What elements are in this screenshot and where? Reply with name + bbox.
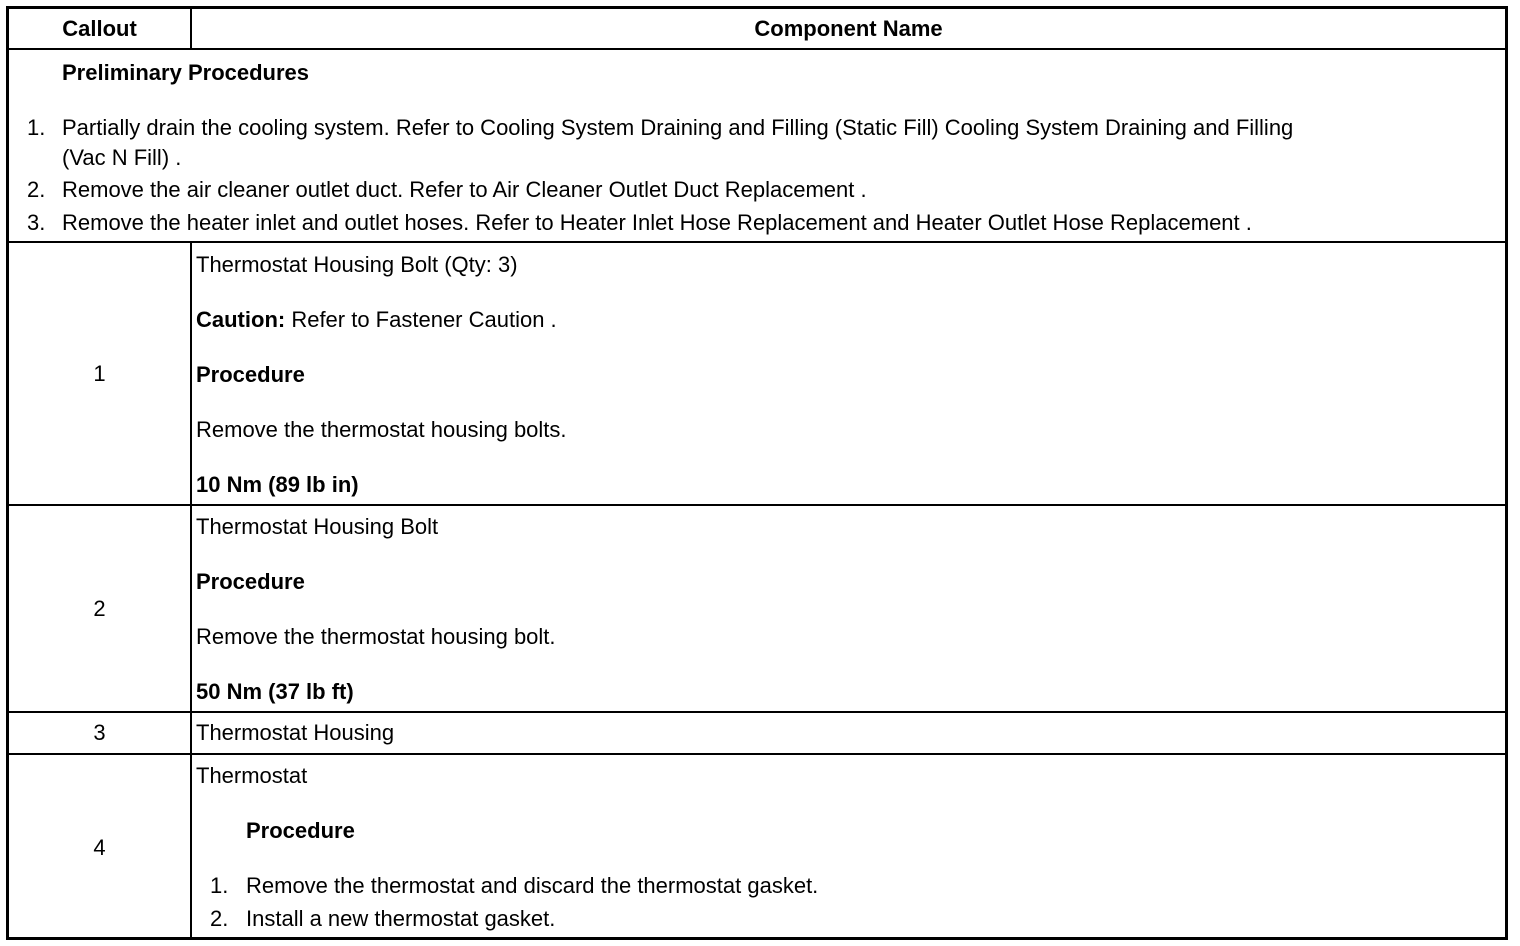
caution-text: Refer to Fastener Caution .	[285, 307, 557, 332]
caution-label: Caution:	[196, 307, 286, 332]
preliminary-title: Preliminary Procedures	[62, 60, 310, 85]
component-name: Thermostat	[196, 763, 308, 788]
preliminary-step-text: Remove the air cleaner outlet duct. Refer to Air Cleaner Outlet Duct Replacement .	[62, 177, 867, 202]
procedure-label: Procedure	[246, 818, 355, 843]
procedure-label: Procedure	[196, 569, 305, 594]
preliminary-step-text: Remove the heater inlet and outlet hoses. Refer to Heater Inlet Hose Replacement and Heater Outlet Hose Replacement .	[62, 210, 1252, 235]
procedure-text: Remove the thermostat housing bolts.	[196, 417, 567, 442]
procedure-step-number: 2.	[210, 906, 229, 931]
table-row	[9, 713, 1505, 753]
component-name: Thermostat Housing Bolt (Qty: 3)	[196, 252, 518, 277]
table-row	[9, 506, 1505, 712]
torque-spec: 10 Nm (89 lb in)	[196, 472, 359, 497]
procedure-text: Remove the thermostat housing bolt.	[196, 624, 556, 649]
component-name: Thermostat Housing Bolt	[196, 514, 439, 539]
procedure-step-number: 1.	[210, 873, 229, 898]
procedure-step-text: Remove the thermostat and discard the thermostat gasket.	[246, 873, 819, 898]
preliminary-procedures-row	[9, 50, 1505, 242]
callout-number: 2	[93, 596, 106, 621]
table-row	[9, 755, 1505, 940]
preliminary-step-text-continued: (Vac N Fill) .	[62, 145, 182, 170]
header-component-name: Component Name	[754, 16, 943, 41]
table-header-row	[9, 9, 1505, 49]
procedure-label: Procedure	[196, 362, 305, 387]
component-name: Thermostat Housing	[196, 720, 395, 745]
preliminary-step-number: 3.	[27, 210, 46, 235]
caution-note	[196, 307, 557, 333]
preliminary-step-number: 2.	[27, 177, 46, 202]
procedure-table	[6, 6, 1508, 940]
table-row	[9, 243, 1505, 505]
torque-spec: 50 Nm (37 lb ft)	[196, 679, 354, 704]
preliminary-step-text: Partially drain the cooling system. Refer to Cooling System Draining and Filling (Static Fill) Cooling System Draining and Filling	[62, 115, 1294, 140]
callout-number: 3	[93, 720, 106, 745]
preliminary-step-number: 1.	[27, 115, 46, 140]
header-callout: Callout	[62, 16, 137, 41]
callout-number: 1	[93, 361, 106, 386]
procedure-step-text: Install a new thermostat gasket.	[246, 906, 556, 931]
callout-number: 4	[93, 834, 106, 860]
